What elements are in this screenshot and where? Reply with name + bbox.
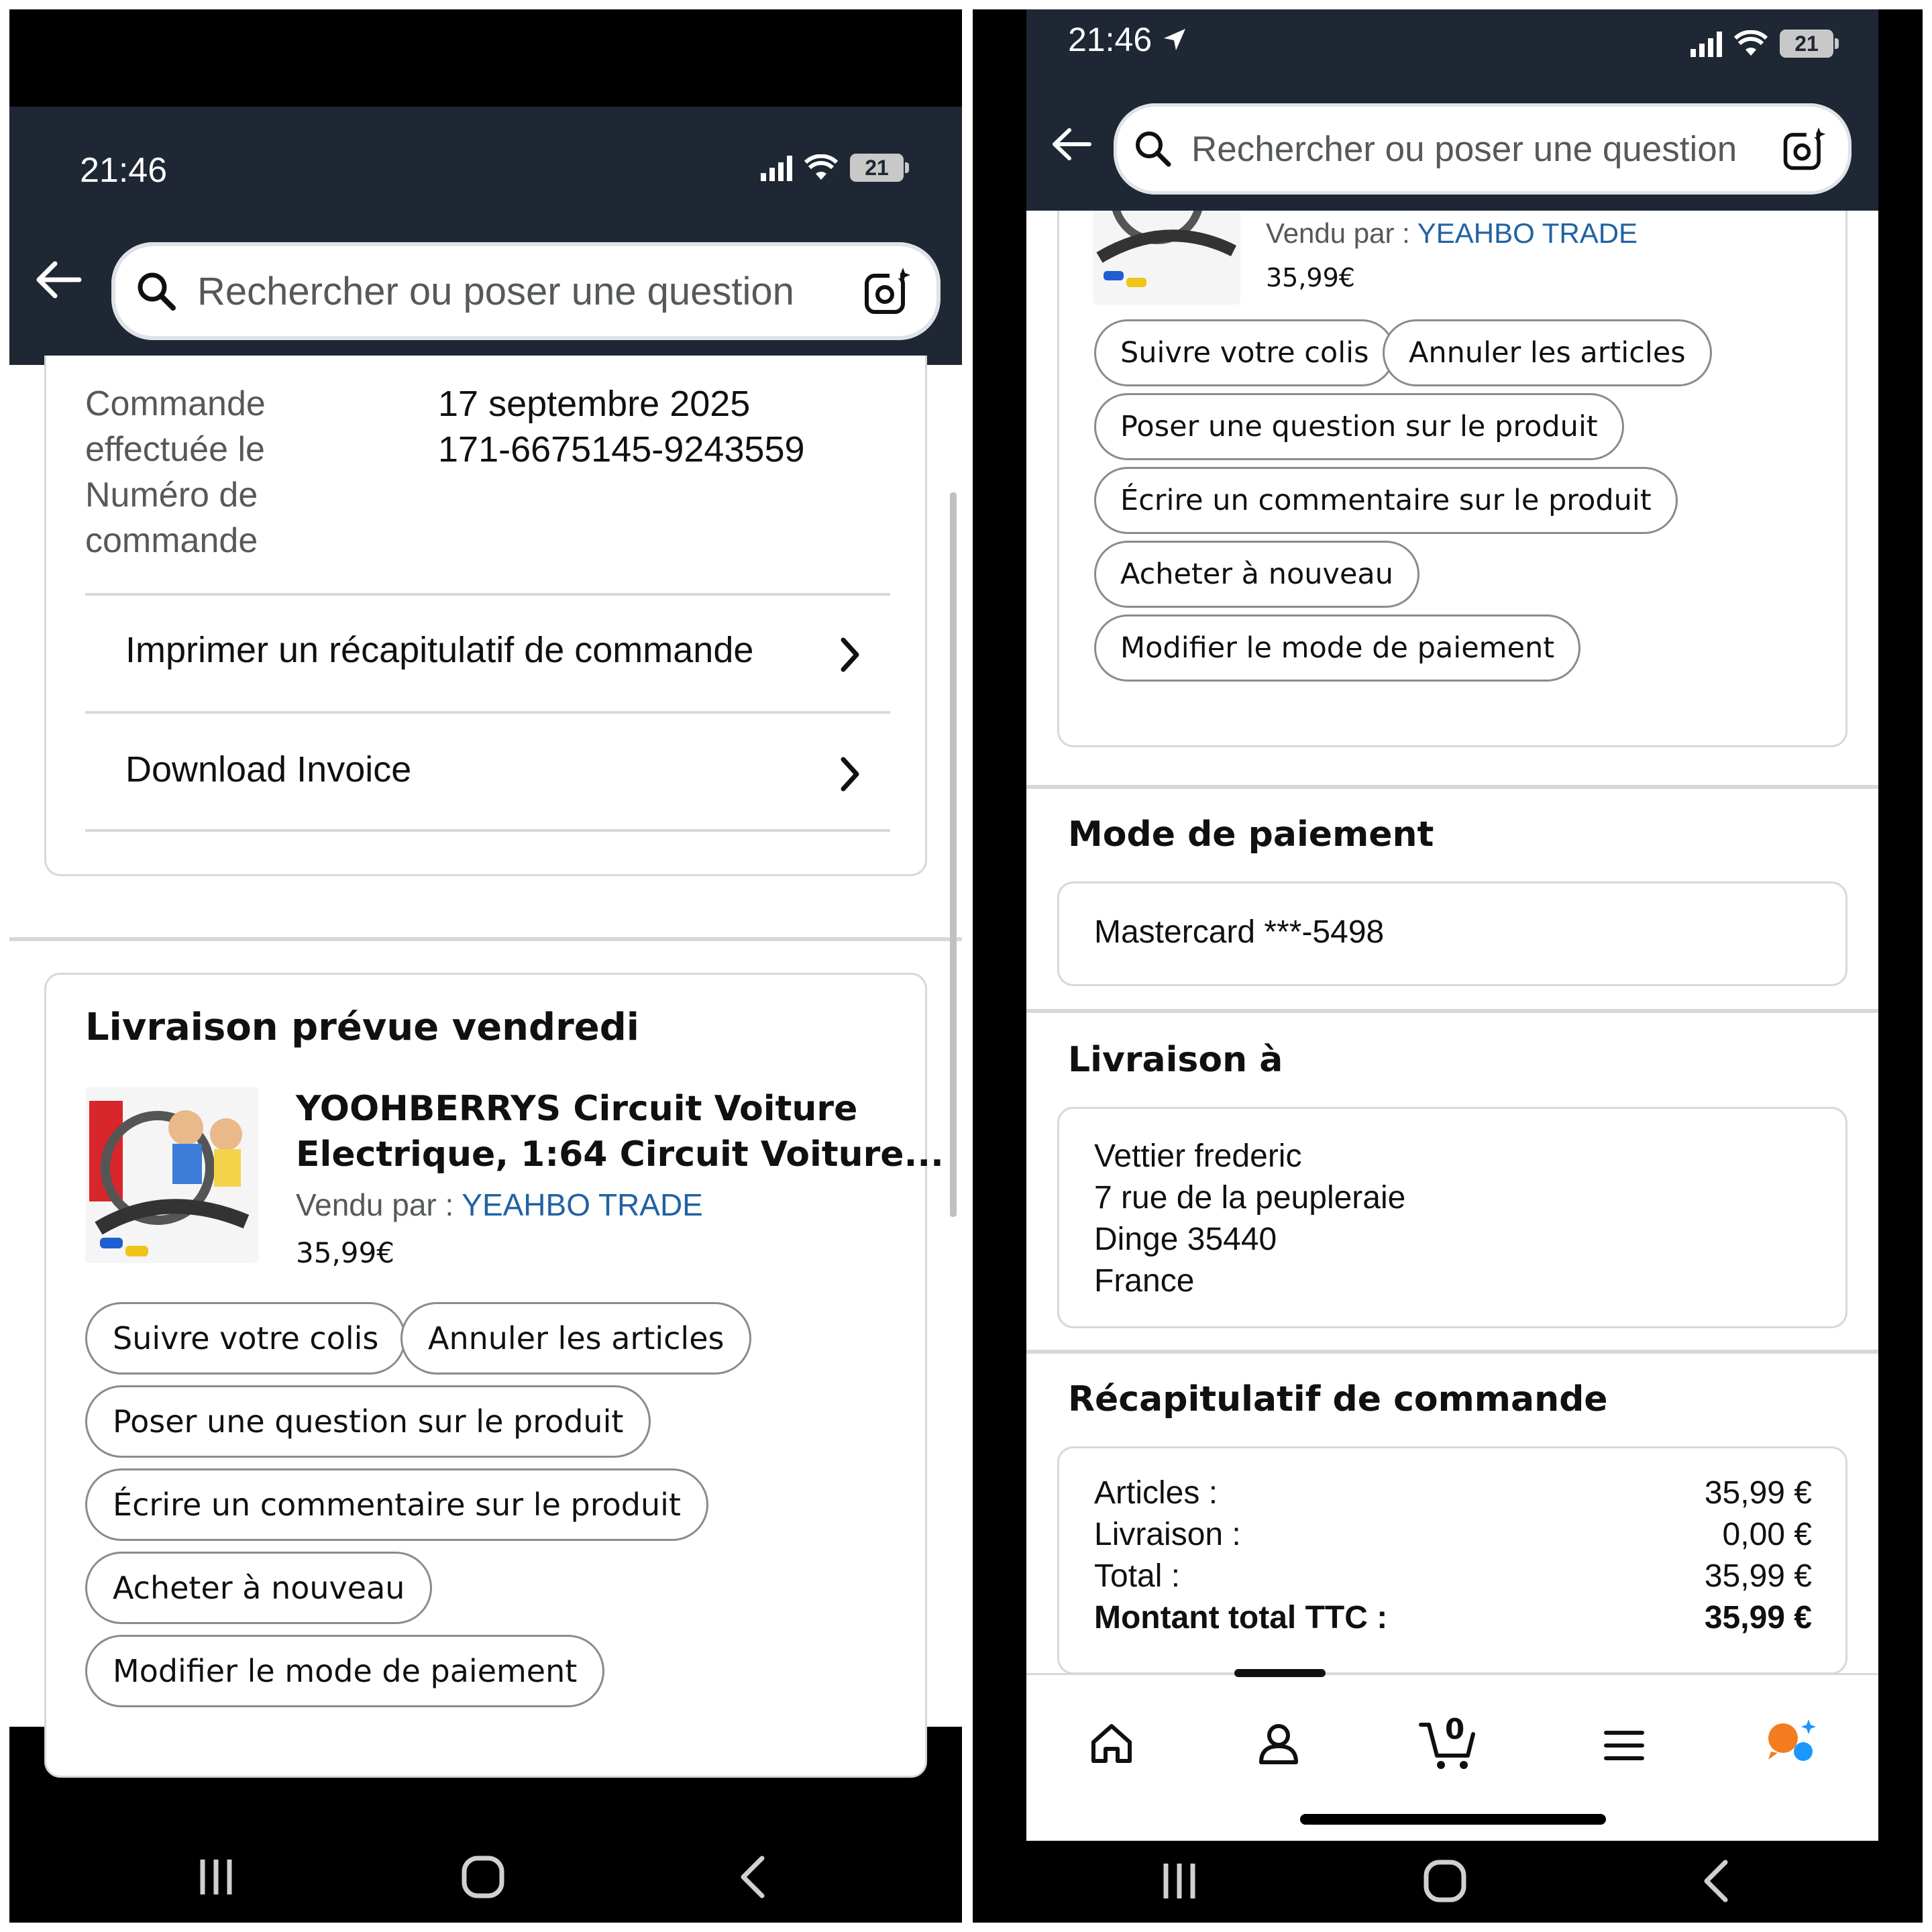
summary-label: Total : xyxy=(1094,1558,1181,1594)
product-title-line2[interactable]: Electrique, 1:64 Circuit Voiture... xyxy=(296,1134,944,1175)
status-time xyxy=(1068,20,1188,59)
wifi-icon xyxy=(1734,30,1768,57)
sold-by xyxy=(296,1187,703,1223)
summary-label: Articles : xyxy=(1094,1475,1218,1511)
track-package-button[interactable]: Suivre votre colis xyxy=(85,1302,406,1375)
search-icon xyxy=(1134,129,1173,168)
section-divider xyxy=(1026,1350,1878,1354)
search-icon xyxy=(136,270,177,312)
camera-search-icon[interactable] xyxy=(1782,126,1827,172)
order-summary-card xyxy=(1057,1446,1847,1674)
account-icon[interactable] xyxy=(1257,1722,1300,1765)
home-icon[interactable] xyxy=(1088,1722,1135,1765)
home-system-icon[interactable] xyxy=(1422,1858,1468,1904)
cart-button[interactable] xyxy=(1418,1713,1492,1773)
shipping-street: 7 rue de la peupleraie xyxy=(1094,1180,1406,1216)
chevron-right-icon xyxy=(838,636,862,674)
cancel-items-button[interactable]: Annuler les articles xyxy=(1383,319,1712,386)
product-title-line1[interactable]: YOOHBERRYS Circuit Voiture xyxy=(296,1089,858,1129)
summary-row xyxy=(1094,1472,1812,1514)
order-date-value: 17 septembre 2025 xyxy=(438,384,751,424)
order-details-scrolled xyxy=(1026,211,1878,1834)
order-number-value: 171-6675145-9243559 xyxy=(438,429,805,470)
summary-total-row xyxy=(1094,1597,1812,1639)
track-package-button[interactable]: Suivre votre colis xyxy=(1094,319,1395,386)
change-payment-button[interactable]: Modifier le mode de paiement xyxy=(1094,614,1580,682)
write-review-button[interactable]: Écrire un commentaire sur le produit xyxy=(1094,467,1678,534)
home-indicator[interactable] xyxy=(1300,1814,1606,1825)
seller-link[interactable]: YEAHBO TRADE xyxy=(462,1187,703,1222)
summary-value: 35,99 € xyxy=(1704,1475,1812,1511)
status-icons xyxy=(761,154,909,182)
shipping-title: Livraison à xyxy=(1068,1040,1283,1080)
summary-row xyxy=(1094,1514,1812,1556)
product-price: 35,99€ xyxy=(296,1236,394,1269)
sheet-handle xyxy=(1234,1669,1326,1677)
status-time: 21:46 xyxy=(80,151,168,190)
shipping-address-card[interactable] xyxy=(1057,1107,1847,1328)
summary-value: 35,99 € xyxy=(1704,1600,1812,1635)
write-review-button[interactable]: Écrire un commentaire sur le produit xyxy=(85,1468,708,1541)
shipping-country: France xyxy=(1094,1263,1195,1299)
search-bar[interactable] xyxy=(1114,103,1851,195)
app-frame xyxy=(1026,9,1878,1841)
sold-by xyxy=(1266,217,1638,250)
summary-value: 0,00 € xyxy=(1722,1517,1812,1552)
summary-row xyxy=(1094,1556,1812,1597)
status-time-text: 21:46 xyxy=(1068,21,1152,58)
product-title[interactable] xyxy=(296,1086,944,1177)
recent-apps-icon[interactable] xyxy=(1159,1861,1199,1901)
race-track-image xyxy=(85,1087,258,1263)
battery-level: 21 xyxy=(1780,30,1833,58)
ask-question-button[interactable]: Poser une question sur le produit xyxy=(1094,393,1624,460)
android-nav-bar xyxy=(9,1821,962,1921)
payment-method: Mastercard ***-5498 xyxy=(1094,914,1385,950)
product-image[interactable] xyxy=(85,1087,258,1263)
shipping-city: Dinge 35440 xyxy=(1094,1222,1277,1257)
signal-icon xyxy=(761,154,792,181)
download-invoice-link[interactable]: Download Invoice xyxy=(125,749,412,790)
shipping-name: Vettier frederic xyxy=(1094,1138,1302,1174)
summary-value: 35,99 € xyxy=(1704,1558,1812,1594)
section-divider xyxy=(1026,1009,1878,1013)
menu-icon[interactable] xyxy=(1603,1729,1645,1762)
chevron-right-icon xyxy=(838,755,862,793)
wifi-icon xyxy=(804,154,838,181)
right-screenshot xyxy=(973,9,1923,1923)
system-back-icon[interactable] xyxy=(735,1854,769,1900)
battery-icon xyxy=(1780,30,1839,58)
summary-label: Montant total TTC : xyxy=(1094,1600,1388,1635)
section-divider xyxy=(1026,785,1878,789)
summary-label: Livraison : xyxy=(1094,1517,1241,1552)
left-screenshot xyxy=(9,9,962,1923)
sold-by-label: Vendu par : xyxy=(296,1187,454,1222)
app-header xyxy=(9,107,962,365)
battery-level: 21 xyxy=(850,154,904,182)
signal-icon xyxy=(1690,30,1722,57)
search-input[interactable]: Rechercher ou poser une question xyxy=(197,269,794,313)
status-icons xyxy=(1690,30,1839,58)
order-date-label: Commande effectuée le xyxy=(85,384,266,469)
cancel-items-button[interactable]: Annuler les articles xyxy=(400,1302,751,1375)
delivery-card xyxy=(44,973,944,1778)
camera-search-icon[interactable] xyxy=(863,266,912,316)
product-price: 35,99€ xyxy=(1266,263,1355,292)
section-divider xyxy=(9,937,962,941)
scrollbar[interactable] xyxy=(950,492,957,1217)
order-details xyxy=(9,365,962,1727)
ask-question-button[interactable]: Poser une question sur le produit xyxy=(85,1385,651,1458)
rufus-assistant-icon[interactable] xyxy=(1764,1715,1822,1766)
order-info-card xyxy=(44,356,927,876)
buy-again-button[interactable]: Acheter à nouveau xyxy=(1094,541,1419,608)
delivery-title: Livraison prévue vendredi xyxy=(85,1006,639,1049)
print-summary-link[interactable]: Imprimer un récapitulatif de commande xyxy=(125,630,754,670)
search-bar[interactable] xyxy=(111,242,941,340)
system-back-icon[interactable] xyxy=(1699,1858,1732,1904)
payment-title: Mode de paiement xyxy=(1068,814,1434,855)
change-payment-button[interactable]: Modifier le mode de paiement xyxy=(85,1635,604,1707)
location-arrow-icon xyxy=(1161,26,1188,53)
cart-count: 0 xyxy=(1445,1713,1465,1746)
product-card xyxy=(1057,170,1847,747)
recent-apps-icon[interactable] xyxy=(196,1857,236,1897)
seller-link[interactable]: YEAHBO TRADE xyxy=(1417,217,1638,249)
home-system-icon[interactable] xyxy=(460,1854,506,1900)
payment-card[interactable] xyxy=(1057,881,1847,986)
search-input[interactable]: Rechercher ou poser une question xyxy=(1191,129,1737,169)
buy-again-button[interactable]: Acheter à nouveau xyxy=(85,1552,432,1624)
android-nav-bar xyxy=(973,1841,1923,1923)
back-arrow-icon[interactable] xyxy=(1049,127,1093,161)
back-arrow-icon[interactable] xyxy=(32,261,83,299)
order-number-label: Numéro de commande xyxy=(85,476,258,560)
battery-icon xyxy=(850,154,909,182)
summary-title: Récapitulatif de commande xyxy=(1068,1379,1608,1419)
app-header xyxy=(1026,9,1878,211)
sold-by-label: Vendu par : xyxy=(1266,217,1410,249)
